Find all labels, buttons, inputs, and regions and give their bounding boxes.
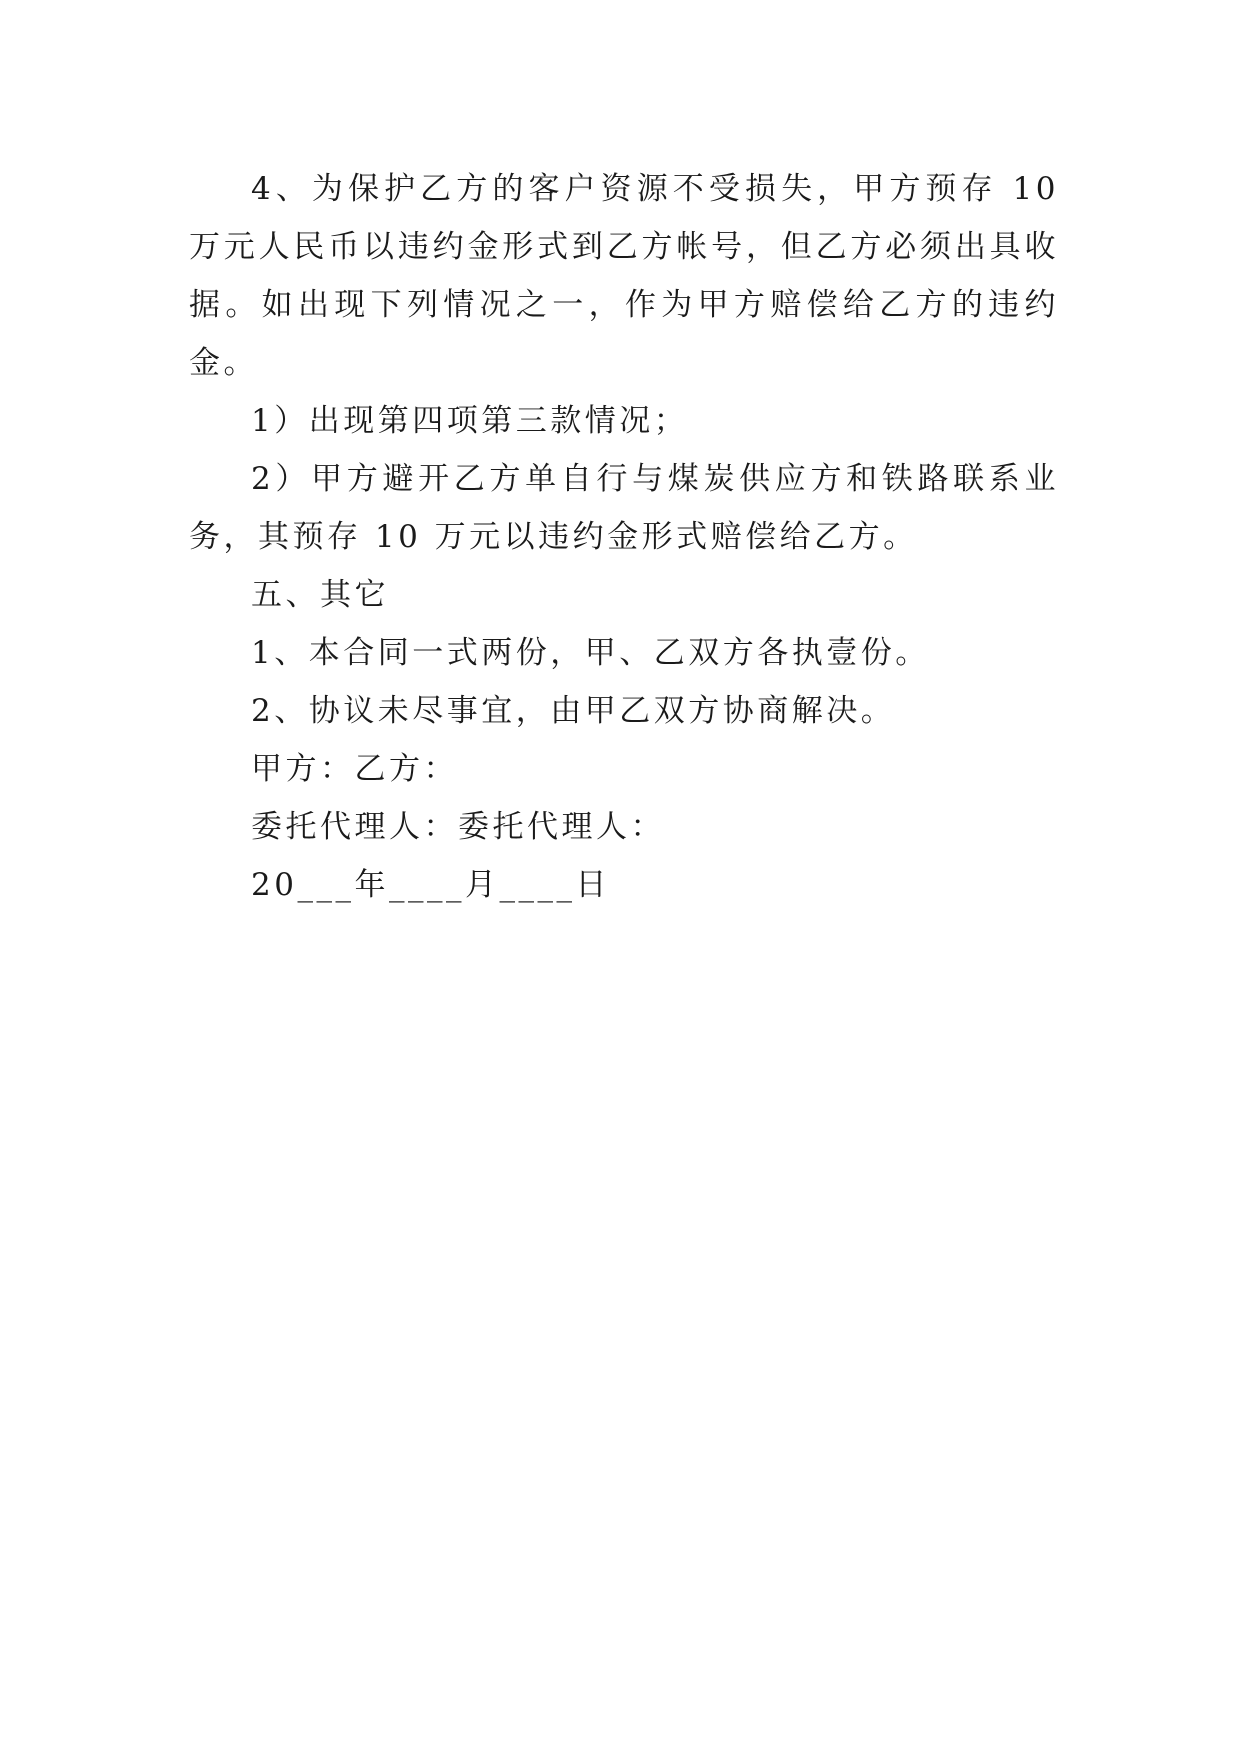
section-5-heading: 五、其它 bbox=[251, 577, 389, 613]
signature-agents: 委托代理人：委托代理人： bbox=[251, 809, 665, 845]
signature-parties: 甲方：乙方： bbox=[251, 751, 458, 787]
section-5-item-1: 1、本合同一式两份，甲、乙双方各执壹份。 bbox=[251, 635, 930, 671]
clause-4-item-2: 2）甲方避开乙方单自行与煤炭供应方和铁路联系业务，其预存 10 万元以违约金形式赔偿给乙方。 bbox=[189, 461, 1059, 555]
clause-4-item-1: 1）出现第四项第三款情况； bbox=[251, 403, 689, 439]
clause-4-paragraph: 4、为保护乙方的客户资源不受损失，甲方预存 10 万元人民币以违约金形式到乙方帐号，但乙方必须出具收据。如出现下列情况之一，作为甲方赔偿给乙方的违约金。 bbox=[189, 171, 1059, 381]
document-body bbox=[189, 160, 1059, 914]
signature-date: 20___年____月____日 bbox=[251, 867, 610, 903]
section-5-item-2: 2、协议未尽事宜，由甲乙双方协商解决。 bbox=[251, 693, 896, 729]
